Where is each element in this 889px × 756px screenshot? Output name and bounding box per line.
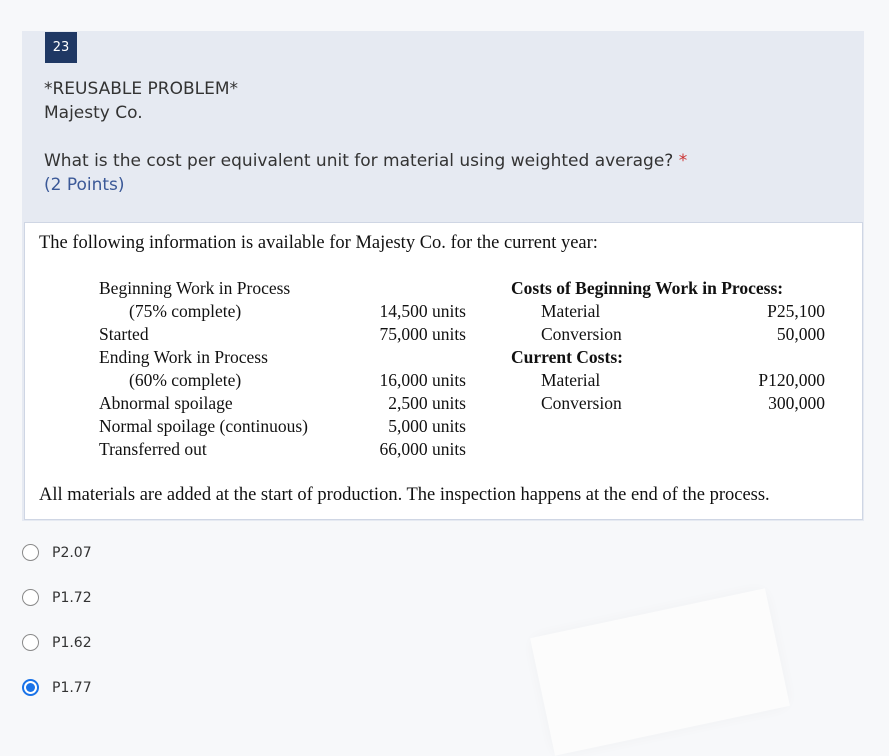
units-label: Normal spoilage (continuous) [99, 416, 308, 436]
units-label: Ending Work in Process [99, 347, 268, 367]
question-prompt: What is the cost per equivalent unit for material using weighted average? [44, 151, 674, 171]
costs-heading: Current Costs: [511, 347, 623, 367]
problem-footnote: All materials are added at the start of production. The inspection happens at the end of the process. [39, 485, 770, 505]
question-points: (2 Points) [44, 175, 125, 195]
units-label: Started [99, 324, 149, 344]
units-value: 14,500 units [379, 301, 466, 321]
units-label: (60% complete) [129, 370, 242, 390]
units-value: 16,000 units [379, 370, 466, 390]
question-title-line1: *REUSABLE PROBLEM* [44, 79, 238, 99]
required-mark: * [678, 151, 688, 171]
answer-option[interactable] [22, 544, 92, 561]
units-value: 75,000 units [379, 324, 466, 344]
costs-label: Conversion [541, 393, 622, 413]
costs-heading: Costs of Beginning Work in Process: [511, 278, 784, 298]
units-label: Beginning Work in Process [99, 278, 291, 298]
question-title-line2: Majesty Co. [44, 103, 143, 123]
costs-value: 50,000 [776, 324, 825, 344]
answer-option-label[interactable]: P1.77 [52, 679, 92, 696]
units-value: 66,000 units [379, 439, 466, 459]
answer-option[interactable] [22, 634, 92, 651]
problem-image [24, 222, 863, 520]
units-label: Transferred out [99, 439, 207, 459]
costs-label: Conversion [541, 324, 622, 344]
answer-option-selected[interactable] [22, 679, 92, 696]
radio-button[interactable] [22, 589, 39, 606]
question-number-badge: 23 [45, 32, 77, 63]
answer-option-label[interactable]: P1.72 [52, 589, 92, 606]
radio-button[interactable] [22, 634, 39, 651]
background-decoration [530, 588, 790, 755]
costs-value: 300,000 [768, 393, 825, 413]
answer-option-label[interactable]: P1.62 [52, 634, 92, 651]
answer-option-label[interactable]: P2.07 [52, 544, 92, 561]
costs-value: P25,100 [767, 301, 825, 321]
units-value: 2,500 units [388, 393, 466, 413]
costs-label: Material [541, 370, 601, 390]
costs-value: P120,000 [758, 370, 825, 390]
answer-option[interactable] [22, 589, 92, 606]
units-label: (75% complete) [129, 301, 242, 321]
problem-intro: The following information is available for Majesty Co. for the current year: [39, 233, 598, 253]
radio-button-selected[interactable] [22, 679, 39, 696]
question-prompt-row [44, 151, 687, 171]
costs-label: Material [541, 301, 601, 321]
radio-button[interactable] [22, 544, 39, 561]
units-label: Abnormal spoilage [99, 393, 233, 413]
units-value: 5,000 units [388, 416, 466, 436]
